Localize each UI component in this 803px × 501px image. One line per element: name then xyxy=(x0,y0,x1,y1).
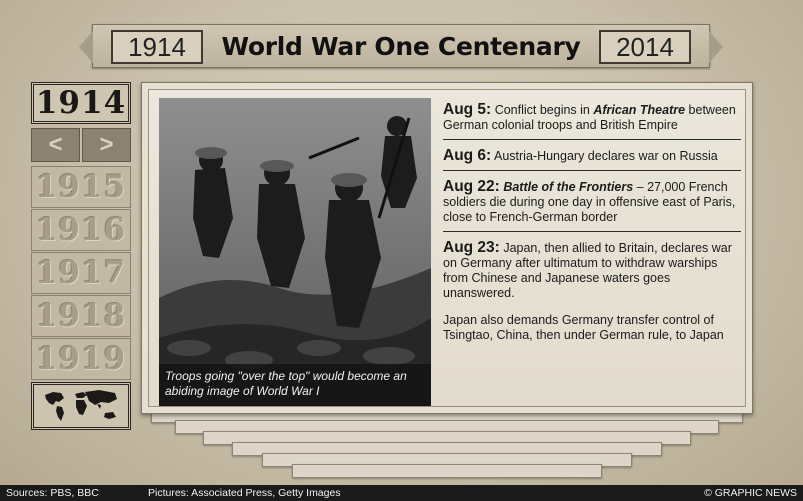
card-stack-edge xyxy=(292,464,602,478)
next-year-button[interactable]: > xyxy=(82,128,131,162)
prev-year-button[interactable]: < xyxy=(31,128,80,162)
event-item xyxy=(443,146,741,171)
year-tab-1914[interactable]: 1914 xyxy=(31,82,131,124)
event-text: Austria-Hungary declares war on Russia xyxy=(491,149,718,163)
footer-bar xyxy=(0,485,803,501)
world-map-icon xyxy=(39,387,123,425)
year-card xyxy=(141,82,753,414)
event-text: Japan, then allied to Britain, declares war on Germany after ultimatum to withdraw warships from Chinese and Japanese waters goes unanswered. xyxy=(443,241,732,300)
trench-photo-image xyxy=(159,98,431,406)
world-map-button[interactable] xyxy=(31,382,131,430)
header-banner xyxy=(92,24,710,68)
year-tab-1916[interactable]: 1916 xyxy=(31,209,131,251)
event-date: Aug 5: xyxy=(443,101,492,118)
events-list xyxy=(443,100,741,343)
start-year: 1914 xyxy=(111,30,203,64)
event-highlight: Battle of the Frontiers xyxy=(503,180,634,194)
event-text: – 27,000 French soldiers die during one day in offensive east of Paris, close to French-German border xyxy=(443,180,736,224)
event-text: between German colonial troops and British Empire xyxy=(443,103,736,132)
end-year: 2014 xyxy=(599,30,691,64)
page-title: World War One Centenary xyxy=(221,32,581,61)
year-nav xyxy=(31,128,131,162)
event-date: Aug 23: xyxy=(443,239,500,256)
event-item xyxy=(443,238,741,307)
year-tab-1917[interactable]: 1917 xyxy=(31,252,131,294)
event-date: Aug 6: xyxy=(443,147,492,164)
year-tab-1915[interactable]: 1915 xyxy=(31,166,131,208)
pictures-credit: Pictures: Associated Press, Getty Images xyxy=(148,487,341,499)
graphic-news-credit: © GRAPHIC NEWS xyxy=(704,487,797,499)
event-note: Japan also demands Germany transfer control of Tsingtao, China, then under German rule, to Japan xyxy=(443,313,724,342)
sources-credit: Sources: PBS, BBC xyxy=(6,487,99,499)
event-item xyxy=(443,100,741,140)
photo-caption: Troops going "over the top" would become an abiding image of World War I xyxy=(159,364,431,406)
event-item xyxy=(443,177,741,232)
event-text: Conflict begins in xyxy=(491,103,594,117)
event-highlight: African Theatre xyxy=(593,103,686,117)
troops-photo xyxy=(159,98,431,406)
event-date: Aug 22: xyxy=(443,178,500,195)
year-tab-1918[interactable]: 1918 xyxy=(31,295,131,337)
year-tab-1919[interactable]: 1919 xyxy=(31,338,131,380)
